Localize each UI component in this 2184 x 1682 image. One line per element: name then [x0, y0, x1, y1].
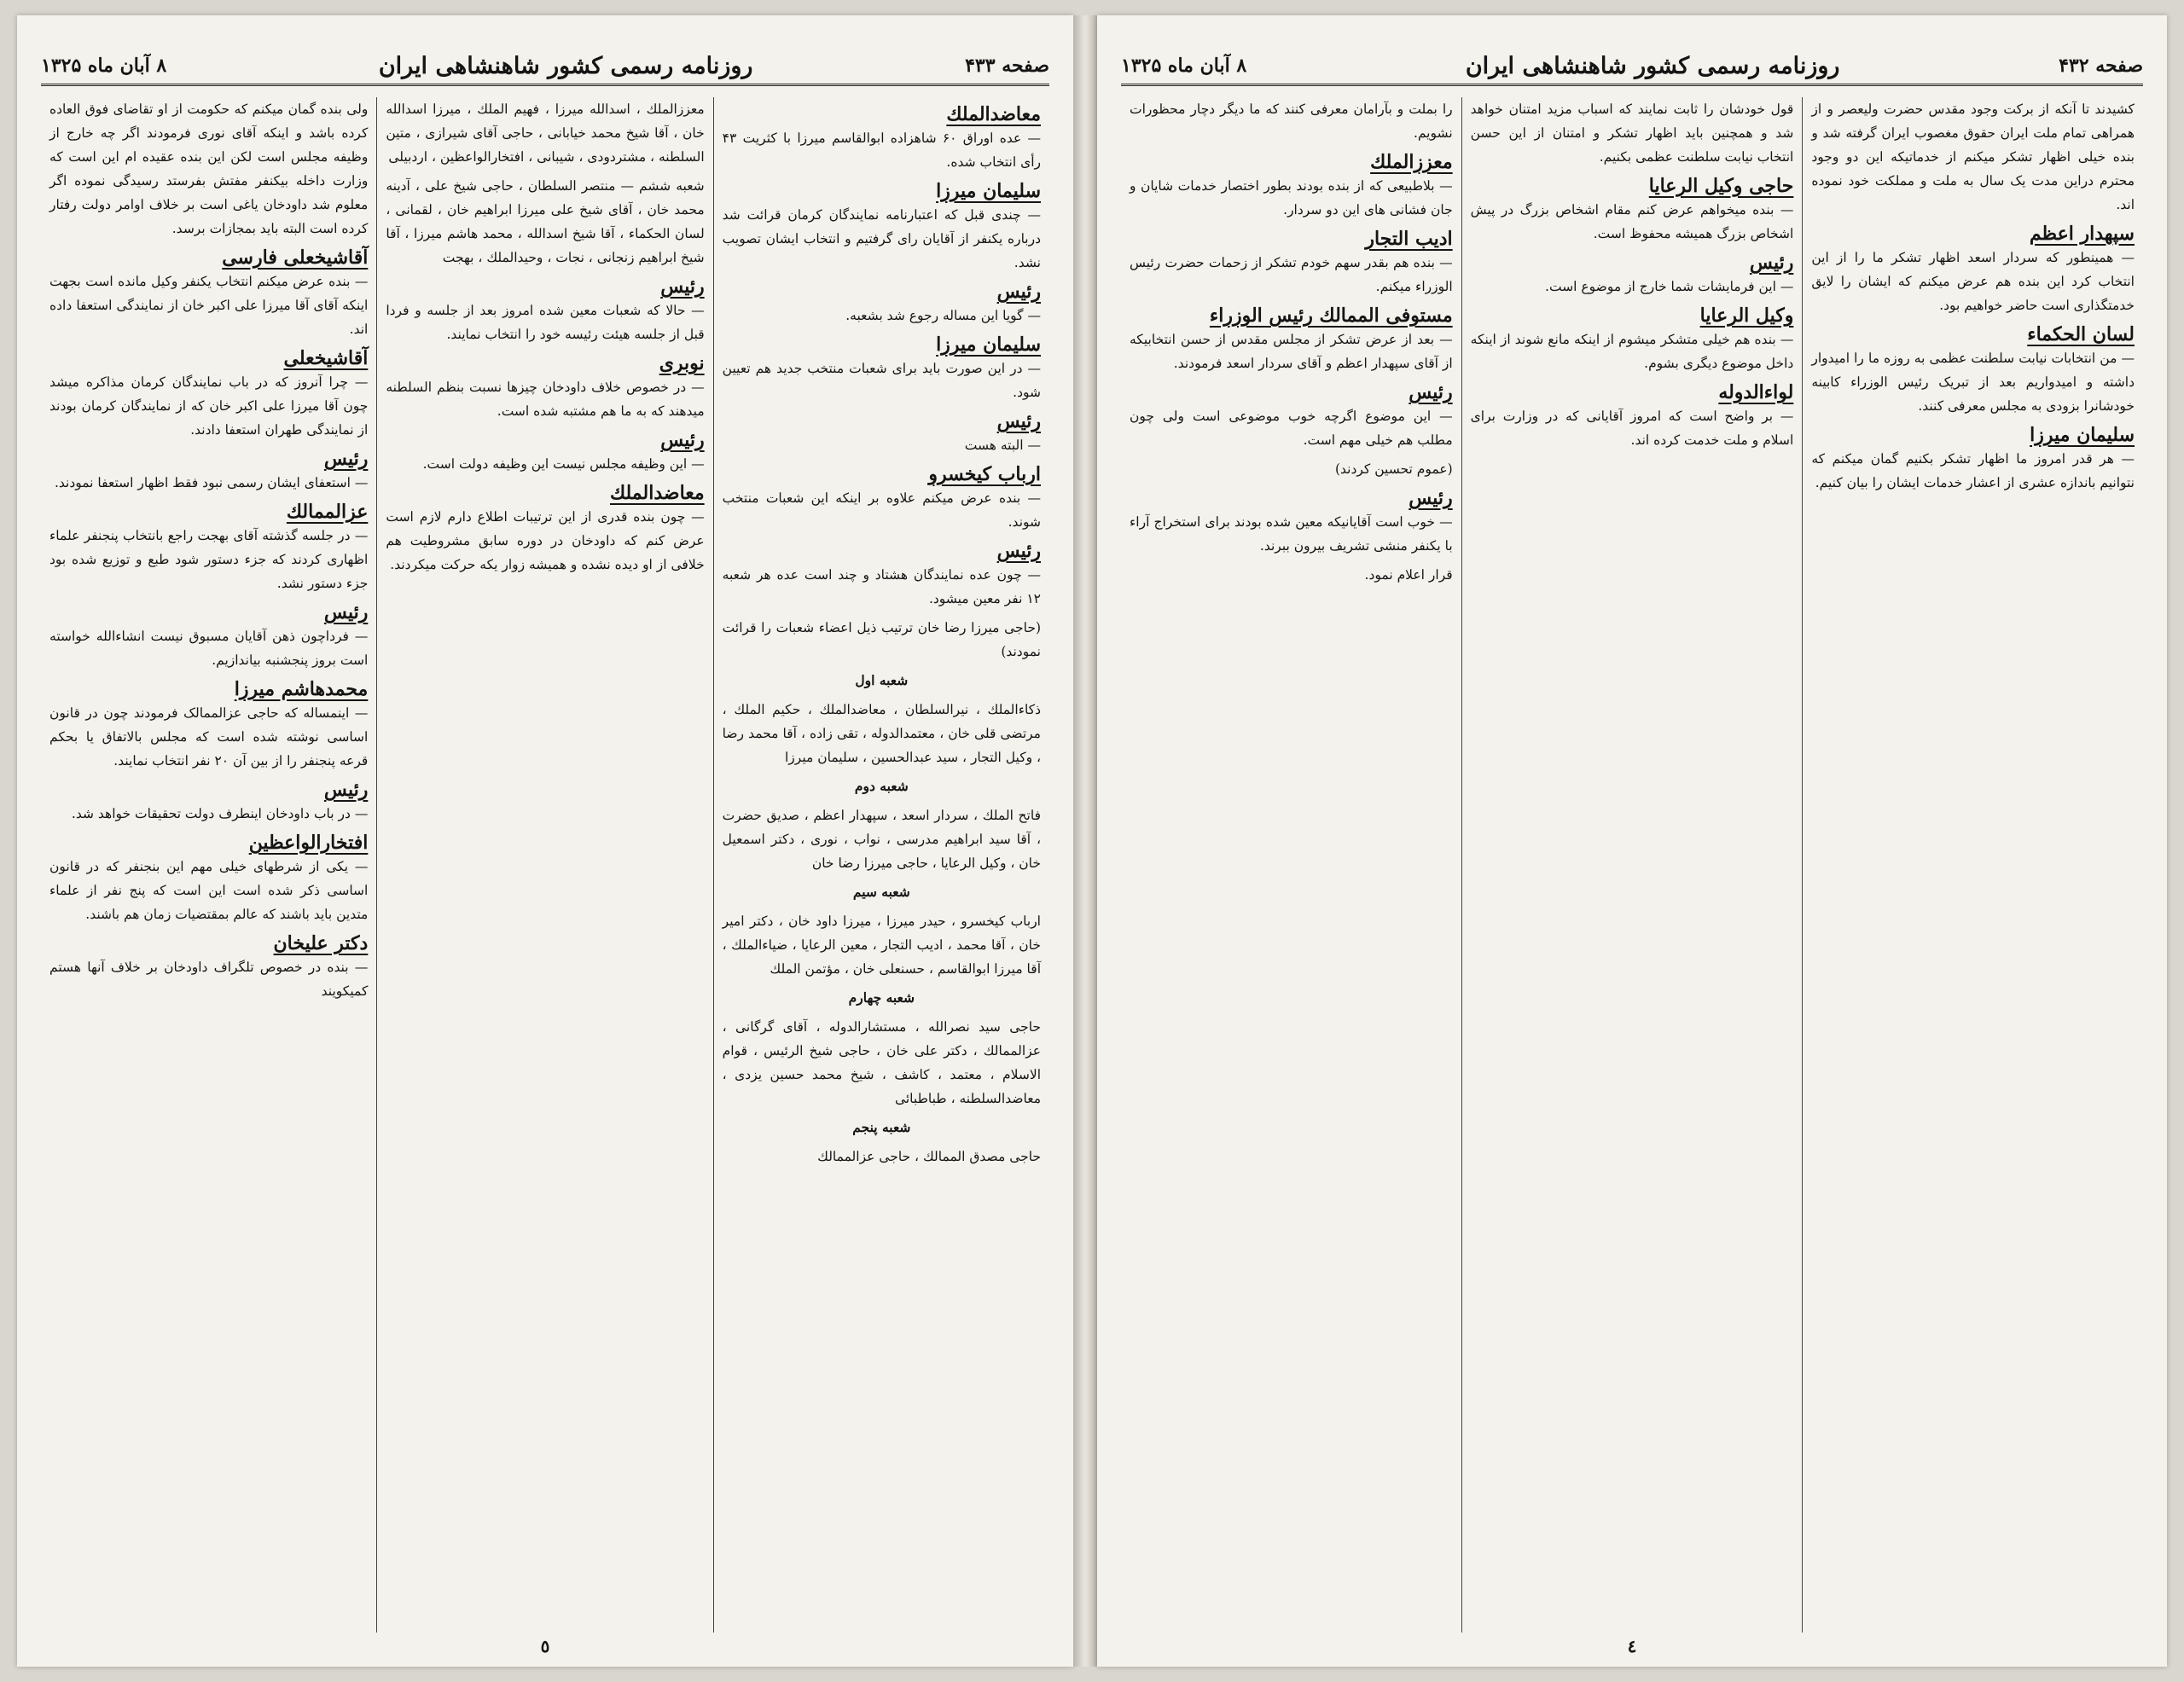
speaker-name: رئیس: [323, 448, 369, 470]
speaker-name: معاضدالملك: [609, 482, 705, 504]
speech-paragraph: [1130, 150, 1453, 222]
speaker-name: رئیس: [323, 779, 369, 801]
speaker-name: رئیس: [1749, 252, 1794, 274]
committee-section-heading: شعبه اول: [855, 672, 909, 688]
speech-text: — همینطور که سردار اسعد اظهار تشکر ما را از این انتخاب کرد این بنده هم عرض میکنم که ایشان را لایق خدمتگذاری است حاضر خواهیم بود.: [1811, 250, 2135, 313]
committee-section-heading: شعبه چهارم: [848, 989, 915, 1006]
page-gutter: [1073, 15, 1097, 1667]
speech-text: (حاجی میرزا رضا خان ترتیب ذیل اعضاء شعبات را قرائت نمودند): [722, 620, 1041, 659]
speech-paragraph: [386, 428, 704, 476]
speech-paragraph: [1130, 97, 1453, 145]
speech-text: — بر واضح است که امروز آقایانی که در وزارت برای اسلام و ملت خدمت کرده اند.: [1470, 409, 1794, 448]
left-col-3: [41, 97, 376, 1633]
speaker-name: رئیس: [1409, 487, 1453, 509]
speech-text: (عموم تحسین کردند): [1334, 461, 1453, 477]
speaker-name: رئیس: [660, 276, 705, 298]
speech-text: — اینمساله که حاجی عزالممالک فرمودند چون در قانون اساسی نوشته شده است که مجلس بالاتفاق یا بحکم قرعه پنجنفر را از بین آن ۲۰ نفر انتخاب نمایند.: [49, 705, 369, 768]
speech-paragraph: [723, 539, 1041, 611]
right-page-date: ۸ آبان ماه ۱۳۲۵: [1121, 55, 1247, 77]
speech-paragraph: [49, 246, 368, 341]
speech-text: — هر قدر امروز ما اظهار تشکر بکنیم گمان میکنم که نتوانیم باندازه عشری از اعشار خدمات ایشان را بیان کنیم.: [1811, 451, 2135, 490]
committee-members: حاجی مصدق الممالك ، حاجی عزالممالك: [817, 1149, 1041, 1164]
speaker-name: رئیس: [323, 601, 369, 624]
right-page: [1097, 15, 2167, 1667]
speech-paragraph: [1471, 251, 1794, 299]
speech-text: — من انتخابات نیابت سلطنت عظمی به روزه ما را امیدوار داشته و امیدواریم بعد از تبریک رئیس الوزراء کابینه خودشانرا بزودی به مجلس معرفی کنند.: [1811, 351, 2135, 414]
speech-paragraph: [723, 333, 1041, 404]
right-col-2: [1461, 97, 1803, 1633]
speech-paragraph: [1130, 486, 1453, 558]
speaker-name: رئیس: [1409, 381, 1453, 403]
right-page-number: صفحه ۴۳۲: [2059, 55, 2143, 77]
speech-paragraph: [1471, 174, 1794, 246]
speech-paragraph: [49, 447, 368, 495]
speech-text: — بنده میخواهم عرض کنم مقام اشخاص بزرگ در پیش اشخاص بزرگ همیشه محفوظ است.: [1470, 202, 1794, 241]
right-page-header: [1121, 48, 2143, 86]
speech-text: معززالملك ، اسدالله میرزا ، فهیم الملك ، میرزا اسدالله خان ، آقا شیخ محمد خیابانی ، حاجی آقای شیرازی ، متین السلطنه ، مشتردودی ، شیبانی ، افتخارالواعظین ، اردبیلی: [386, 102, 705, 165]
speech-paragraph: [1130, 457, 1453, 481]
speech-paragraph: [723, 179, 1041, 275]
speech-paragraph: [1130, 227, 1453, 299]
committee-section-heading: شعبه دوم: [854, 778, 909, 794]
speaker-name: ارباب کیخسرو: [928, 463, 1041, 485]
speech-paragraph: [386, 481, 704, 577]
speech-paragraph: [1130, 304, 1453, 375]
right-paper-title: روزنامه رسمی کشور شاهنشاهی ایران: [1465, 52, 1840, 79]
speaker-name: محمدهاشم میرزا: [234, 678, 369, 700]
committee-members: ارباب کیخسرو ، حیدر میرزا ، میرزا داود خان ، دکتر امیر خان ، آقا محمد ، ادیب التجار ، معین الرعایا ، ضیاءالملك ، آقا میرزا ابوالقاسم ، حسنعلی خان ، مؤتمن الملك: [722, 914, 1041, 977]
speech-text: — در این صورت باید برای شعبات منتخب جدید هم تعیین شود.: [722, 361, 1041, 400]
speech-text: — بنده هم خیلی متشکر میشوم از اینکه مانع شوند از اینکه داخل موضوع دیگری بشوم.: [1470, 332, 1794, 371]
left-page: [17, 15, 1073, 1667]
committee-members: حاجی سید نصرالله ، مستشارالدوله ، آقای گرگانی ، عزالممالك ، دکتر علی خان ، حاجی شیخ الرئیس ، قوام الاسلام ، معتمد ، کاشف ، شیخ محمد حسین یزدی ، معاضدالسلطنه ، طباطبائی: [722, 1019, 1041, 1106]
speech-text: را بملت و بآرامان معرفی کنند که ما دیگر دچار محظورات نشویم.: [1129, 102, 1453, 141]
speaker-name: آقاشیخعلی فارسی: [222, 246, 369, 269]
speech-text: — بنده در خصوص تلگراف داودخان بر خلاف آنها هستم کمیکویند: [49, 960, 369, 999]
speech-text: — در باب داودخان اینطرف دولت تحقیقات خواهد شد.: [71, 806, 369, 821]
speaker-name: مستوفی الممالك رئیس الوزراء: [1209, 304, 1453, 327]
speaker-name: افتخارالواعظین: [248, 832, 369, 854]
speech-paragraph: [723, 616, 1041, 664]
speaker-name: سلیمان میرزا: [2030, 424, 2135, 446]
speech-text: — بنده عرض میکنم علاوه بر اینکه این شعبات منتخب شوند.: [722, 490, 1041, 530]
left-page-header: [41, 48, 1049, 86]
speech-paragraph: [1130, 380, 1453, 452]
speech-paragraph: [49, 346, 368, 442]
speech-text: — استعفای ایشان رسمی نبود فقط اظهار استعفا نمودند.: [54, 475, 369, 490]
speech-text: — البته هست: [964, 438, 1041, 453]
left-col-2: [376, 97, 712, 1633]
left-paper-title: روزنامه رسمی کشور شاهنشاهی ایران: [378, 52, 753, 79]
left-page-number: صفحه ۴۳۳: [965, 55, 1049, 77]
speech-paragraph: [1471, 380, 1794, 452]
speaker-name: سلیمان میرزا: [936, 334, 1041, 356]
speaker-name: عزالممالك: [286, 501, 369, 523]
speech-text: — خوب است آقایانیکه معین شده بودند برای استخراج آراء با یکنفر منشی تشریف بیرون ببرند.: [1129, 514, 1453, 554]
speech-paragraph: [723, 102, 1041, 174]
speaker-name: معاضدالملك: [946, 103, 1041, 125]
committee-section-heading: شعبه پنجم: [852, 1119, 911, 1135]
speaker-name: نوبری: [659, 352, 705, 374]
speaker-name: سلیمان میرزا: [936, 180, 1041, 202]
speaker-name: لسان الحکماء: [2027, 323, 2135, 345]
right-columns: [1121, 97, 2143, 1633]
committee-section-heading: شعبه سیم: [852, 884, 910, 900]
speaker-name: ادیب التجار: [1365, 228, 1453, 250]
committee-members: ذکاءالملك ، نیرالسلطان ، معاضدالملك ، حکیم الملك ، مرتضی قلی خان ، معتمدالدوله ، تقی زاده ، آقا محمد رضا ، وکیل التجار ، سید عبدالحسین ، سلیمان میرزا: [722, 702, 1041, 765]
speech-text: — بلاطبیعی که از بنده بودند بطور اختصار خدمات شایان و جان فشانی های این دو سردار.: [1129, 178, 1453, 218]
speaker-name: رئیس: [996, 281, 1041, 303]
speaker-name: سپهدار اعظم: [2029, 223, 2135, 245]
speech-text: — چون بنده قدری از این ترتیبات اطلاع دارم لازم است عرض کنم که داودخان در دوره سابق مشروطیت هم خلافی از او دیده نشده و همیشه زوار یکه حرکت میکردند.: [386, 509, 705, 572]
speaker-name: معززالملك: [1370, 151, 1453, 173]
speech-text: — این وظیفه مجلس نیست این وظیفه دولت است.: [422, 456, 705, 472]
speech-text: کشیدند تا آنکه از برکت وجود مقدس حضرت ولیعصر و از همراهی تمام ملت ایران حقوق مغصوب ایران گرفته شد و بنده خیلی اظهار تشکر میکنم از خدماتیکه این دو وجود محترم دراین مدت یک سال به ملت و مملکت خود نموده اند.: [1811, 102, 2135, 212]
speech-text: — چون عده نمایندگان هشتاد و چند است عده هر شعبه ۱۲ نفر معین میشود.: [722, 567, 1041, 606]
speaker-name: دکتر علیخان: [273, 932, 369, 954]
speech-paragraph: [1811, 222, 2135, 317]
speech-paragraph: [723, 409, 1041, 457]
speech-text: — عده اوراق ۶۰ شاهزاده ابوالقاسم میرزا با کثریت ۴۳ رأی انتخاب شده.: [722, 130, 1041, 170]
left-col-1: [713, 97, 1049, 1633]
speech-paragraph: [1811, 97, 2135, 217]
speech-text: — گویا این مساله رجوع شد بشعبه.: [845, 308, 1041, 323]
speech-paragraph: [49, 600, 368, 672]
speech-text: — بنده هم بقدر سهم خودم تشکر از زحمات حضرت رئیس الوزراء میکنم.: [1129, 255, 1453, 294]
speech-text: — این فرمایشات شما خارج از موضوع است.: [1545, 279, 1794, 294]
speech-paragraph: [386, 174, 704, 270]
speech-text: ولی بنده گمان میکنم که حکومت از او تقاضای فوق العاده کرده باشد و اینکه آقای نوری فرمودند اگر چه خارج از وظیفه مجلس است لکن این بنده عقیده ام این است که وزارت داخله بیکنفر مفتش بفرستد رسیدگی نموده اگر معلوم شد داودخان یاغی است بر خلاف اوامر دولت رفتار کرده است البته باید بمجازات برسد.: [49, 102, 369, 236]
speech-paragraph: [1471, 304, 1794, 375]
speaker-name: حاجی وکیل الرعایا: [1648, 175, 1794, 197]
speech-paragraph: [386, 275, 704, 346]
speech-text: — فرداچون ذهن آقایان مسبوق نیست انشاءالله خواسته است بروز پنجشنبه بیاندازیم.: [49, 629, 369, 668]
speech-text: — یکی از شرطهای خیلی مهم این بنجنفر که در قانون اساسی ذکر شده است این است که پنج نفر از علماء متدین باید باشند که عالم بمقتضیات زمان هم باشند.: [49, 859, 369, 922]
speech-text: قرار اعلام نمود.: [1364, 567, 1453, 583]
speech-text: — چرا آنروز که در باب نمایندگان کرمان مذاکره میشد چون آقا میرزا علی اکبر خان که از نمایندگان کرمان بودند از نمایندگی طهران استعفا دادند.: [49, 374, 369, 438]
speech-paragraph: [49, 778, 368, 826]
left-columns: [41, 97, 1049, 1633]
speech-paragraph: [723, 280, 1041, 328]
speaker-name: وکیل الرعایا: [1699, 304, 1794, 327]
speech-paragraph: [1471, 97, 1794, 169]
right-col-1: [1802, 97, 2143, 1633]
speech-text: قول خودشان را ثابت نمایند که اسباب مزید امتنان خواهد شد و همچنین باید اظهار تشکر و امتنان از این حسن انتخاب نیابت سلطنت عظمی بکنیم.: [1470, 102, 1794, 165]
speech-paragraph: [723, 462, 1041, 534]
right-footer-number: ٤: [1627, 1636, 1637, 1656]
left-footer-number: ٥: [540, 1636, 550, 1656]
speaker-name: رئیس: [660, 429, 705, 451]
speaker-name: رئیس: [996, 410, 1041, 432]
speaker-name: آقاشیخعلی: [283, 347, 369, 369]
speech-paragraph: [386, 351, 704, 423]
speech-paragraph: [1130, 563, 1453, 587]
speech-paragraph: [1811, 322, 2135, 418]
committee-members: فاتح الملك ، سردار اسعد ، سپهدار اعظم ، صدیق حضرت ، آقا سید ابراهیم مدرسی ، نواب ، نوری ، دکتر اسمعیل خان ، وکیل الرعایا ، حاجی میرزا رضا خان: [722, 808, 1041, 871]
speech-text: — در خصوص خلاف داودخان چیزها نسبت بنظم السلطنه میدهند که به ما هم مشتبه شده است.: [386, 380, 705, 419]
speech-text: — در جلسه گذشته آقای بهجت راجع بانتخاب پنجنفر علماء اظهاری کردند که جزء دستور شود طبع و توزیع شده بود جزء دستور نشد.: [49, 528, 369, 591]
speech-text: — این موضوع اگرچه خوب موضوعی است ولی چون مطلب هم خیلی مهم است.: [1129, 409, 1453, 448]
speaker-name: رئیس: [996, 540, 1041, 562]
speech-paragraph: [49, 97, 368, 241]
speech-text: — حالا که شعبات معین شده امروز بعد از جلسه و فردا قبل از جلسه هیئت رئیسه خود را انتخاب نمایند.: [386, 303, 705, 342]
speech-paragraph: [49, 500, 368, 595]
speech-paragraph: [49, 677, 368, 773]
speaker-name: لواءالدوله: [1718, 381, 1794, 403]
speech-text: — چندی قبل که اعتبارنامه نمایندگان کرمان قرائت شد درباره یکنفر از آقایان رای گرفتیم و انتخاب ایشان تصویب نشد.: [722, 207, 1041, 270]
speech-paragraph: [49, 831, 368, 926]
left-page-date: ۸ آبان ماه ۱۳۲۵: [41, 55, 167, 77]
speech-paragraph: [1811, 423, 2135, 495]
speech-text: شعبه ششم — منتصر السلطان ، حاجی شیخ علی ، آدینه محمد خان ، آقای شیخ علی میرزا ابراهیم خان ، لقمانی ، لسان الحکماء ، آقا شیخ اسدالله ، محمد هاشم میرزا ، آقا شیخ ابراهیم زنجانی ، نجات ، وحیدالملك ، بهجت: [386, 178, 705, 265]
speech-text: — بعد از عرض تشکر از مجلس مقدس از حسن انتخابیکه از آقای سپهدار اعظم و آقای سردار اسعد فرمودند.: [1129, 332, 1453, 371]
speech-text: — بنده عرض میکنم انتخاب یکنفر وکیل مانده است بجهت اینکه آقای آقا میرزا علی اکبر خان از نمایندگی استعفا داده اند.: [49, 274, 369, 337]
right-col-3: [1121, 97, 1461, 1633]
speech-paragraph: [386, 97, 704, 169]
speech-paragraph: [49, 931, 368, 1003]
